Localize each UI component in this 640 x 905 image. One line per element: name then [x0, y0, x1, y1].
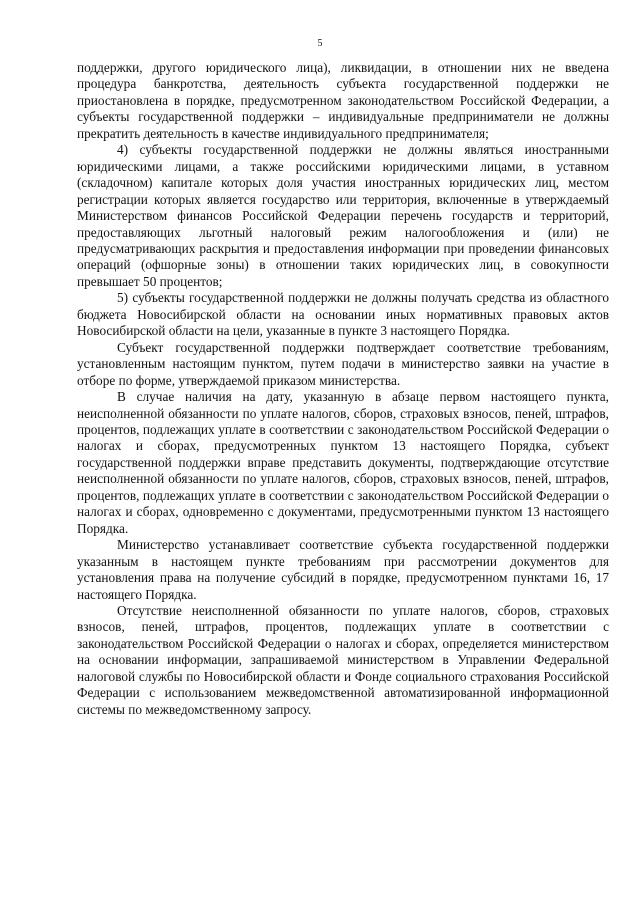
paragraph-1: поддержки, другого юридического лица), ликвидации, в отношении них не введена процедура банкротства, деятельность субъекта государственной поддержки не приостановлена в порядке, предусмотренном законодательством Российской Федерации, а субъекты государственной поддержки – индивидуальные предприниматели не должны прекратить деятельность в качестве индивидуального предпринимателя;	[77, 60, 609, 141]
paragraph-6: Министерство устанавливает соответствие субъекта государственной поддержки указанным в настоящем пункте требованиям при рассмотрении документов для установления права на получение субсидий в порядке, предусмотренном пунктами 16, 17 настоящего Порядка.	[77, 537, 609, 602]
paragraph-2: 4) субъекты государственной поддержки не должны являться иностранными юридическими лицами, а также российскими юридическими лицами, в уставном (складочном) капитале которых доля участия иностранных юридических лиц, местом регистрации которых является государство или территория, включенные в утверждаемый Министерством финансов Российской Федерации перечень государств и территорий, предоставляющих льготный налоговый режим налогообложения и (или) не предусматривающих раскрытия и предоставления информации при проведении финансовых операций (офшорные зоны) в отношении таких юридических лиц, в совокупности превышает 50 процентов;	[77, 142, 609, 289]
paragraph-5: В случае наличия на дату, указанную в абзаце первом настоящего пункта, неисполненной обязанности по уплате налогов, сборов, страховых взносов, пеней, штрафов, процентов, подлежащих уплате в соответствии с законодательством Российской Федерации о налогах и сборах, предусмотренных пунктом 13 настоящего Порядка, субъект государственной поддержки вправе представить документы, подтверждающие отсутствие неисполненной обязанности по уплате налогов, сборов, страховых взносов, пеней, штрафов, процентов, подлежащих уплате в соответствии с законодательством Российской Федерации о налогах и сборах, одновременно с документами, предусмотренными пунктом 13 настоящего Порядка.	[77, 389, 609, 536]
paragraph-7: Отсутствие неисполненной обязанности по уплате налогов, сборов, страховых взносов, пеней, штрафов, процентов, подлежащих уплате в соответствии с законодательством Российской Федерации о налогах и сборах, определяется министерством на основании информации, запрашиваемой министерством в Управлении Федеральной налоговой службы по Новосибирской области и Фонде социального страхования Российской Федерации с использованием межведомственной автоматизированной информационной системы по межведомственному запросу.	[77, 602, 609, 717]
page-number: 5	[317, 38, 323, 49]
paragraph-3: 5) субъекты государственной поддержки не должны получать средства из областного бюджета Новосибирской области на основании иных нормативных правовых актов Новосибирской области на цели, указанные в пункте 3 настоящего Порядка.	[77, 290, 609, 339]
document-body	[77, 60, 609, 718]
paragraph-4: Субъект государственной поддержки подтверждает соответствие требованиям, установленным настоящим пунктом, путем подачи в министерство заявки на участие в отборе по форме, утверждаемой приказом министерства.	[77, 339, 609, 388]
